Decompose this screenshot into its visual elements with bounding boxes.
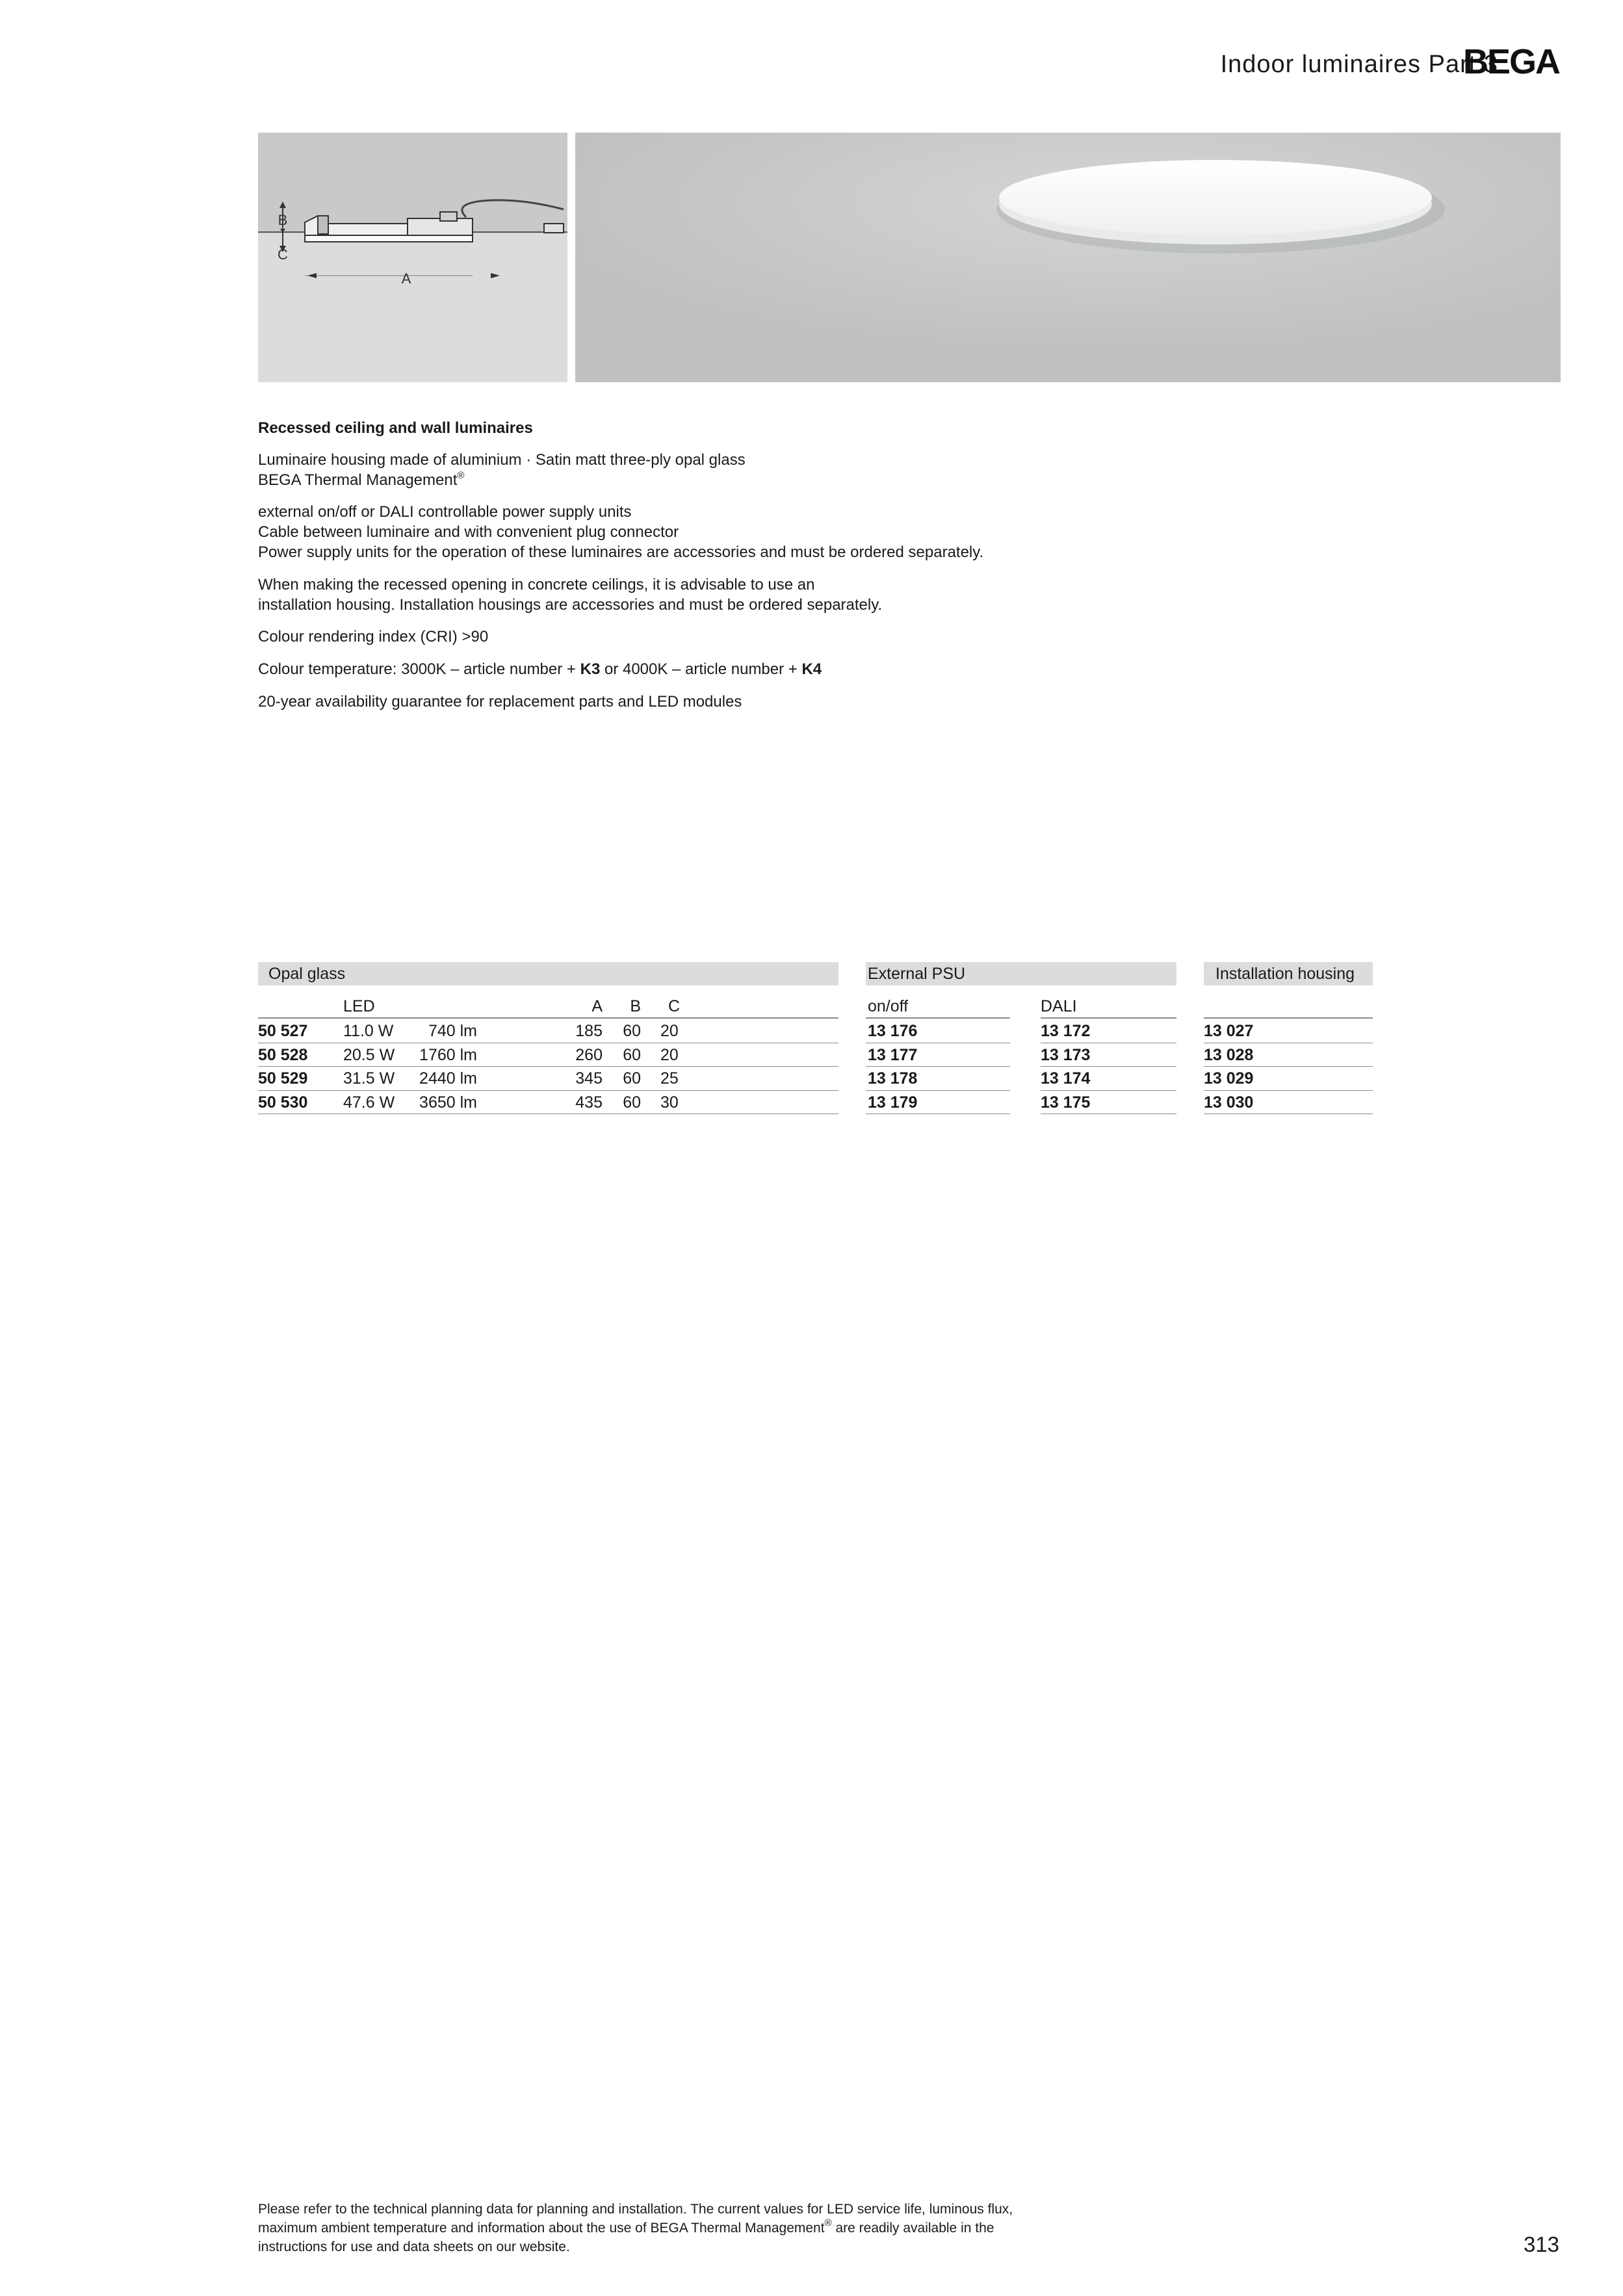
- table-cell-onoff: 13 179: [868, 1093, 918, 1112]
- table-cell-lumen: 2440 lm: [419, 1069, 477, 1088]
- dimension-label-b: B: [278, 212, 288, 228]
- table-cell-b: 60: [623, 1045, 641, 1064]
- table-cell-dali: 13 175: [1041, 1093, 1091, 1112]
- footnote-line: maximum ambient temperature and information about the use of BEGA Thermal Management® are readily available in the: [258, 2217, 994, 2236]
- dimension-drawing-svg: [258, 133, 567, 382]
- page-number: 313: [1523, 2232, 1559, 2256]
- table-cell-housing: 13 027: [1204, 1022, 1254, 1040]
- table-cell-onoff: 13 176: [868, 1022, 918, 1040]
- table-cell-c: 20: [660, 1022, 679, 1040]
- thermal-management-line: BEGA Thermal Management®: [258, 470, 465, 489]
- table-group-opal-glass: [258, 962, 838, 985]
- table-cell-onoff: 13 177: [868, 1045, 918, 1064]
- luminaire-photo-svg: [575, 133, 1561, 382]
- table-cell-watt: 31.5 W: [343, 1069, 395, 1088]
- table-cell-b: 60: [623, 1069, 641, 1088]
- brand-logo: BEGA: [1462, 42, 1559, 81]
- table-cell-dali: 13 173: [1041, 1045, 1091, 1064]
- table-cell-lumen: 740 lm: [428, 1022, 477, 1040]
- table-cell-a: 260: [575, 1045, 603, 1064]
- cri-line: Colour rendering index (CRI) >90: [258, 628, 489, 646]
- table-cell-article: 50 527: [258, 1022, 308, 1040]
- table-cell-dali: 13 174: [1041, 1069, 1091, 1088]
- table-cell-watt: 20.5 W: [343, 1045, 395, 1064]
- psu-description: [258, 502, 1103, 562]
- availability-line: 20-year availability guarantee for replacement parts and LED modules: [258, 693, 742, 711]
- col-header-b: B: [630, 997, 641, 1015]
- group-label-psu: External PSU: [868, 965, 966, 983]
- table-cell-b: 60: [623, 1093, 641, 1112]
- table-cell-article: 50 529: [258, 1069, 308, 1088]
- product-heading: Recessed ceiling and wall luminaires: [258, 419, 533, 437]
- registered-mark: ®: [824, 2217, 832, 2228]
- table-cell-a: 345: [575, 1069, 603, 1088]
- group-label-opal: Opal glass: [268, 965, 346, 983]
- table-cell-a: 185: [575, 1022, 603, 1040]
- registered-mark: ®: [457, 470, 465, 481]
- table-rule: [1204, 1017, 1373, 1019]
- table-cell-onoff: 13 178: [868, 1069, 918, 1088]
- table-group-external-psu: [866, 962, 1176, 985]
- table-cell-watt: 47.6 W: [343, 1093, 395, 1112]
- technical-drawing: [258, 133, 567, 382]
- table-cell-article: 50 528: [258, 1045, 308, 1064]
- col-header-led: LED: [343, 997, 375, 1015]
- housing-description: [258, 450, 1103, 490]
- table-cell-housing: 13 028: [1204, 1045, 1254, 1064]
- k4-code: K4: [801, 660, 822, 678]
- table-cell-lumen: 1760 lm: [419, 1045, 477, 1064]
- table-cell-c: 20: [660, 1045, 679, 1064]
- group-label-housing: Installation housing: [1215, 965, 1355, 983]
- table-cell-a: 435: [575, 1093, 603, 1112]
- table-group-installation-housing: [1204, 962, 1373, 985]
- footnote-line: instructions for use and data sheets on our website.: [258, 2239, 570, 2254]
- col-header-onoff: on/off: [868, 997, 909, 1015]
- install-line: installation housing. Installation housings are accessories and must be ordered separately.: [258, 596, 883, 614]
- dimension-label-c: C: [278, 246, 288, 263]
- dimension-label-a: A: [401, 270, 411, 287]
- table-rule: [866, 1017, 1010, 1019]
- product-photo: [575, 133, 1561, 382]
- table-cell-b: 60: [623, 1022, 641, 1040]
- table-cell-housing: 13 029: [1204, 1069, 1254, 1088]
- table-cell-article: 50 530: [258, 1093, 308, 1112]
- table-cell-watt: 11.0 W: [343, 1022, 394, 1040]
- table-rule: [1041, 1017, 1176, 1019]
- installation-description: [258, 575, 1103, 615]
- table-cell-c: 30: [660, 1093, 679, 1112]
- col-header-a: A: [591, 997, 603, 1015]
- housing-line: Luminaire housing made of aluminium · Satin matt three-ply opal glass: [258, 451, 746, 469]
- k3-code: K3: [580, 660, 601, 678]
- table-cell-lumen: 3650 lm: [419, 1093, 477, 1112]
- footnote: [258, 2200, 1168, 2256]
- table-rule: [258, 1017, 838, 1019]
- page-header-title: Indoor luminaires Part 3: [1220, 51, 1498, 78]
- table-cell-housing: 13 030: [1204, 1093, 1254, 1112]
- colour-temperature-line: Colour temperature: 3000K – article number + K3 or 4000K – article number + K4: [258, 660, 822, 678]
- cable-line: Cable between luminaire and with convenient plug connector: [258, 523, 679, 541]
- col-header-dali: DALI: [1041, 997, 1077, 1015]
- table-cell-c: 25: [660, 1069, 679, 1088]
- psu-line: external on/off or DALI controllable power supply units: [258, 503, 632, 521]
- footnote-line: Please refer to the technical planning data for planning and installation. The current values for LED service life, luminous flux,: [258, 2202, 1013, 2217]
- psu-accessory-line: Power supply units for the operation of these luminaires are accessories and must be ordered separately.: [258, 543, 984, 561]
- col-header-c: C: [668, 997, 681, 1015]
- table-cell-dali: 13 172: [1041, 1022, 1091, 1040]
- install-line: When making the recessed opening in concrete ceilings, it is advisable to use an: [258, 576, 815, 594]
